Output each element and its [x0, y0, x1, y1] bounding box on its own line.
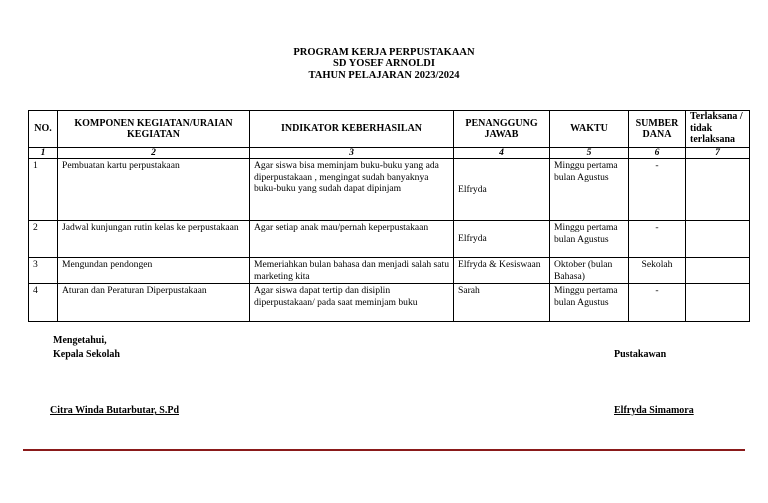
- row-sumber-dana: -: [629, 159, 686, 221]
- librarian-name: Elfryda Simamora: [614, 405, 694, 416]
- table-row: [29, 159, 750, 221]
- col-number: 5: [550, 148, 629, 159]
- row-waktu: Minggu pertama bulan Agustus: [550, 221, 629, 258]
- row-indikator: Agar siswa dapat tertip dan disiplin diperpustakaan/ pada saat meminjam buku: [250, 284, 454, 322]
- col-header-komponen: KOMPONEN KEGIATAN/URAIAN KEGIATAN: [58, 111, 250, 148]
- row-indikator: Agar siswa bisa meminjam buku-buku yang ada diperpustakaan , mengingat sudah banyaknya buku-buku yang sudah dapat dipinjam: [250, 159, 454, 221]
- col-number: 2: [58, 148, 250, 159]
- principal-name: Citra Winda Butarbutar, S.Pd: [50, 405, 180, 416]
- row-no: 4: [29, 284, 58, 322]
- row-komponen: Jadwal kunjungan rutin kelas ke perpustakaan: [58, 221, 250, 258]
- row-status: [686, 221, 750, 258]
- acknowledged-label: Mengetahui,: [53, 335, 107, 346]
- col-header-no: NO.: [29, 111, 58, 148]
- academic-year: TAHUN PELAJARAN 2023/2024: [308, 70, 460, 81]
- row-status: [686, 284, 750, 322]
- col-number: 1: [29, 148, 58, 159]
- row-no: 2: [29, 221, 58, 258]
- row-penanggung-jawab: Sarah: [454, 284, 550, 322]
- row-waktu: Minggu pertama bulan Agustus: [550, 159, 629, 221]
- row-waktu: Oktober (bulan Bahasa): [550, 258, 629, 284]
- row-sumber-dana: -: [629, 284, 686, 322]
- table-row: [29, 221, 750, 258]
- row-indikator: Memeriahkan bulan bahasa dan menjadi salah satu marketing kita: [250, 258, 454, 284]
- row-status: [686, 258, 750, 284]
- footer-divider: [23, 449, 745, 451]
- col-number: 7: [686, 148, 750, 159]
- program-table: [28, 110, 750, 322]
- document-title: PROGRAM KERJA PERPUSTAKAAN: [293, 47, 475, 58]
- col-header-indikator: INDIKATOR KEBERHASILAN: [250, 111, 454, 148]
- row-sumber-dana: -: [629, 221, 686, 258]
- col-header-penanggung-jawab: PENANGGUNG JAWAB: [454, 111, 550, 148]
- row-waktu: Minggu pertama bulan Agustus: [550, 284, 629, 322]
- table-row: [29, 284, 750, 322]
- table-row: [29, 258, 750, 284]
- row-indikator: Agar setiap anak mau/pernah keperpustakaan: [250, 221, 454, 258]
- row-penanggung-jawab: Elfryda: [454, 221, 550, 258]
- principal-title: Kepala Sekolah: [53, 349, 120, 360]
- row-penanggung-jawab: Elfryda: [454, 159, 550, 221]
- librarian-title: Pustakawan: [614, 349, 667, 360]
- row-status: [686, 159, 750, 221]
- col-header-sumber-dana: SUMBER DANA: [629, 111, 686, 148]
- col-header-waktu: WAKTU: [550, 111, 629, 148]
- col-number: 3: [250, 148, 454, 159]
- row-no: 1: [29, 159, 58, 221]
- col-number: 6: [629, 148, 686, 159]
- row-sumber-dana: Sekolah: [629, 258, 686, 284]
- row-komponen: Aturan dan Peraturan Diperpustakaan: [58, 284, 250, 322]
- col-number: 4: [454, 148, 550, 159]
- table-header-row: [29, 111, 750, 148]
- column-number-row: [29, 148, 750, 159]
- row-komponen: Pembuatan kartu perpustakaan: [58, 159, 250, 221]
- row-komponen: Mengundan pendongen: [58, 258, 250, 284]
- row-penanggung-jawab: Elfryda & Kesiswaan: [454, 258, 550, 284]
- row-no: 3: [29, 258, 58, 284]
- col-header-terlaksana: Terlaksana / tidak terlaksana: [686, 111, 750, 148]
- school-name: SD YOSEF ARNOLDI: [333, 58, 435, 69]
